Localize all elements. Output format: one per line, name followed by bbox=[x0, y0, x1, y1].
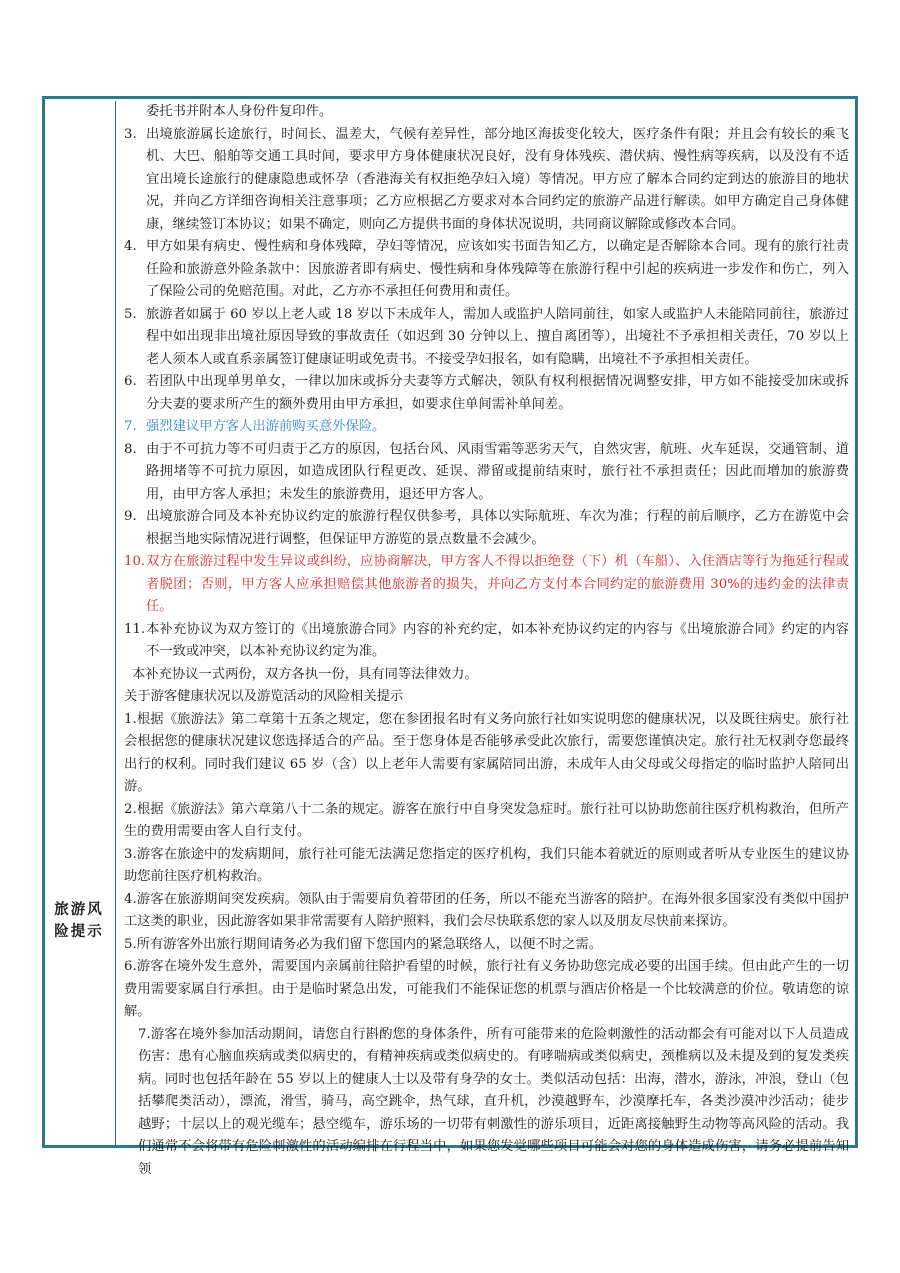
side-label-risk-tips: 旅游风险提示 bbox=[54, 901, 104, 940]
risk-heading: 关于游客健康状况以及游览活动的风险相关提示 bbox=[124, 689, 404, 704]
risk-item-5: 5.所有游客外出旅行期间请务必为我们留下您国内的紧急联络人，以便不时之需。 bbox=[124, 936, 603, 952]
clause-3 bbox=[124, 124, 855, 237]
risk-item-7: 7.游客在境外参加活动期间，请您自行斟酌您的身体条件，所有可能带来的危险刺激性的活动都会有可能对以下人员造成伤害：患有心脑血疾病或类似病史的，有精神疾病或类似病史的。有哮喘病或类似病史，颈椎病以及未提及到的复发类疾病。同时也包括年龄在 55 岁以上的健康人士以及带有身孕的女士。类似活动包括：出海，潜水，游泳，冲浪，登山（包括攀爬类活动），漂流，滑雪，骑马，高空跳伞，热气球，直升机，沙漠越野车，沙漠摩托车，各类沙漠冲沙活动；徒步越野；十层以上的观光缆车；悬空缆车，游乐场的一切带有刺激性的游乐项目，近距离接触野生动物等高风险的活动。我们通常不会将带有危险刺激性的活动编排在行程当中，如果您发觉哪些项目可能会对您的身体造成伤害，请务必提前告知领 bbox=[138, 1026, 849, 1177]
clause-text: 若团队中出现单男单女，一律以加床或拆分夫妻等方式解决，领队有权利根据情况调整安排，甲方如不能接受加床或拆分夫妻的要求所产生的额外费用由甲方承担，如要求住单间需补单间差。 bbox=[146, 374, 849, 412]
clause-8 bbox=[124, 439, 855, 507]
clause-number: 6. bbox=[124, 374, 137, 389]
clause-text: 出境旅游合同及本补充协议约定的旅游行程仅供参考，具体以实际航班、车次为准；行程的前后顺序，乙方在游览中会根据当地实际情况进行调整，但保证甲方游览的景点数量不会减少。 bbox=[146, 509, 849, 547]
clause-text: 甲方如果有病史、慢性病和身体残障，孕妇等情况，应该如实书面告知乙方，以确定是否解除本合同。现有的旅行社责任险和旅游意外险条款中：因旅游者即有病史、慢性病和身体残障等在旅游行程中引起的疾病进一步发作和伤亡，列入了保险公司的免赔范围。对此，乙方亦不承担任何费用和责任。 bbox=[146, 239, 849, 299]
risk-item-3: 3.游客在旅途中的发病期间，旅行社可能无法满足您指定的医疗机构，我们只能本着就近的原则或者听从专业医生的建议协助您前往医疗机构救治。 bbox=[124, 846, 849, 884]
copies-note: 本补充协议一式两份，双方各执一份，具有同等法律效力。 bbox=[132, 666, 478, 682]
risk-item-2: 2.根据《旅游法》第六章第八十二条的规定。游客在旅行中自身突发急症时。旅行社可以协助您前往医疗机构救治，但所产生的费用需要由客人自行支付。 bbox=[124, 801, 849, 839]
clause-number: 10. bbox=[124, 554, 146, 569]
clause-9 bbox=[124, 506, 855, 551]
clause-text: 本补充协议为双方签订的《出境旅游合同》内容的补充约定，如本补充协议约定的内容与《出境旅游合同》约定的内容不一致或冲突，以本补充协议约定为准。 bbox=[146, 621, 849, 659]
side-label-cell bbox=[45, 99, 113, 1145]
clause-4 bbox=[124, 236, 855, 304]
clause-number: 7. bbox=[124, 419, 137, 434]
clause-5 bbox=[124, 304, 855, 372]
clause-text: 强烈建议甲方客人出游前购买意外保险。 bbox=[146, 419, 386, 434]
risk-item-1: 1.根据《旅游法》第二章第十五条之规定，您在参团报名时有义务向旅行社如实说明您的健康状况，以及既往病史。旅行社会根据您的健康状况建议您选择适合的产品。至于您身体是否能够承受此次旅行，需要您谨慎决定。旅行社无权剥夺您最终出行的权利。同时我们建议 65 岁（含）以上老年人需要有家属陪同出游，未成年人由父母或父母指定的临时监护人陪同出游。 bbox=[124, 711, 849, 794]
clause-7-insurance-advice bbox=[124, 416, 855, 439]
risk-item-6: 6.游客在境外发生意外，需要国内亲属前往陪护看望的时候，旅行社有义务协助您完成必要的出国手续。但由此产生的一切费用需要家属自行承担。由于是临时紧急出发，可能我们不能保证您的机票与酒店价格是一个比较满意的价位。敬请您的谅解。 bbox=[124, 959, 849, 1019]
clause-11 bbox=[124, 619, 855, 664]
clause-text: 由于不可抗力等不可归责于乙方的原因，包括台风、风雨雪霜等恶劣天气，自然灾害，航班、火车延误，交通管制、道路拥堵等不可抗力原因，如造成团队行程更改、延误、滞留或提前结束时，旅行社不承担责任；因此而增加的旅游费用，由甲方客人承担；未发生的旅游费用，退还甲方客人。 bbox=[146, 441, 849, 502]
clause-number: 3. bbox=[124, 126, 137, 142]
clause-number: 11. bbox=[124, 621, 146, 637]
clause-text: 出境旅游属长途旅行，时间长、温差大，气候有差异性，部分地区海拔变化较大，医疗条件有限；并且会有较长的乘飞机、大巴、船舶等交通工具时间，要求甲方身体健康状况良好，没有身体残疾、潜伏病、慢性病等疾病，以及没有不适宜出境长途旅行的健康隐患或怀孕（香港海关有权拒绝孕妇入境）等情况。甲方应了解本合同约定到达的旅游目的地状况，并向乙方详细咨询相关注意事项；乙方应根据乙方要求对本合同约定的旅游产品进行解读。如甲方确定自己身体健康，继续签订本协议；如果不确定，则向乙方提供书面的身体状况说明，共同商议解除或修改本合同。 bbox=[146, 126, 849, 232]
clause-number: 5. bbox=[124, 306, 137, 322]
clause-10-dispute bbox=[124, 551, 855, 619]
clause-6 bbox=[124, 371, 855, 416]
clause-number: 8. bbox=[124, 441, 137, 457]
clause-text: 旅游者如属于 60 岁以上老人或 18 岁以下未成年人，需加人或监护人陪同前往，如家人或监护人未能陪同前往，旅游过程中如出现非出境社原因导致的事故责任（如迟到 30 分钟以上、擅自离团等），出境社不予承担相关责任，70 岁以上老人须本人或直系亲属签订健康证明或免责书。不接受孕妇报名，如有隐瞒，出境社不予承担相关责任。 bbox=[146, 306, 849, 367]
document-frame bbox=[42, 96, 858, 1177]
content-cell bbox=[115, 101, 855, 1177]
clause-number: 9. bbox=[124, 509, 137, 524]
continuation-line: 委托书并附本人身份件复印件。 bbox=[146, 104, 333, 119]
risk-item-4: 4.游客在旅游期间突发疾病。领队由于需要肩负着带团的任务，所以不能充当游客的陪护。在海外很多国家没有类似中国护工这类的职业，因此游客如果非常需要有人陪护照料，我们会尽快联系您的家人以及朋友尽快前来探访。 bbox=[124, 891, 849, 929]
clause-text: 双方在旅游过程中发生异议或纠纷，应协商解决，甲方客人不得以拒绝登（下）机（车船）、入住酒店等行为拖延行程或者脱团；否则，甲方客人应承担赔偿其他旅游者的损失，并向乙方支付本合同约定的旅游费用 30%的违约金的法律责任。 bbox=[146, 554, 849, 614]
clause-number: 4. bbox=[124, 239, 137, 254]
